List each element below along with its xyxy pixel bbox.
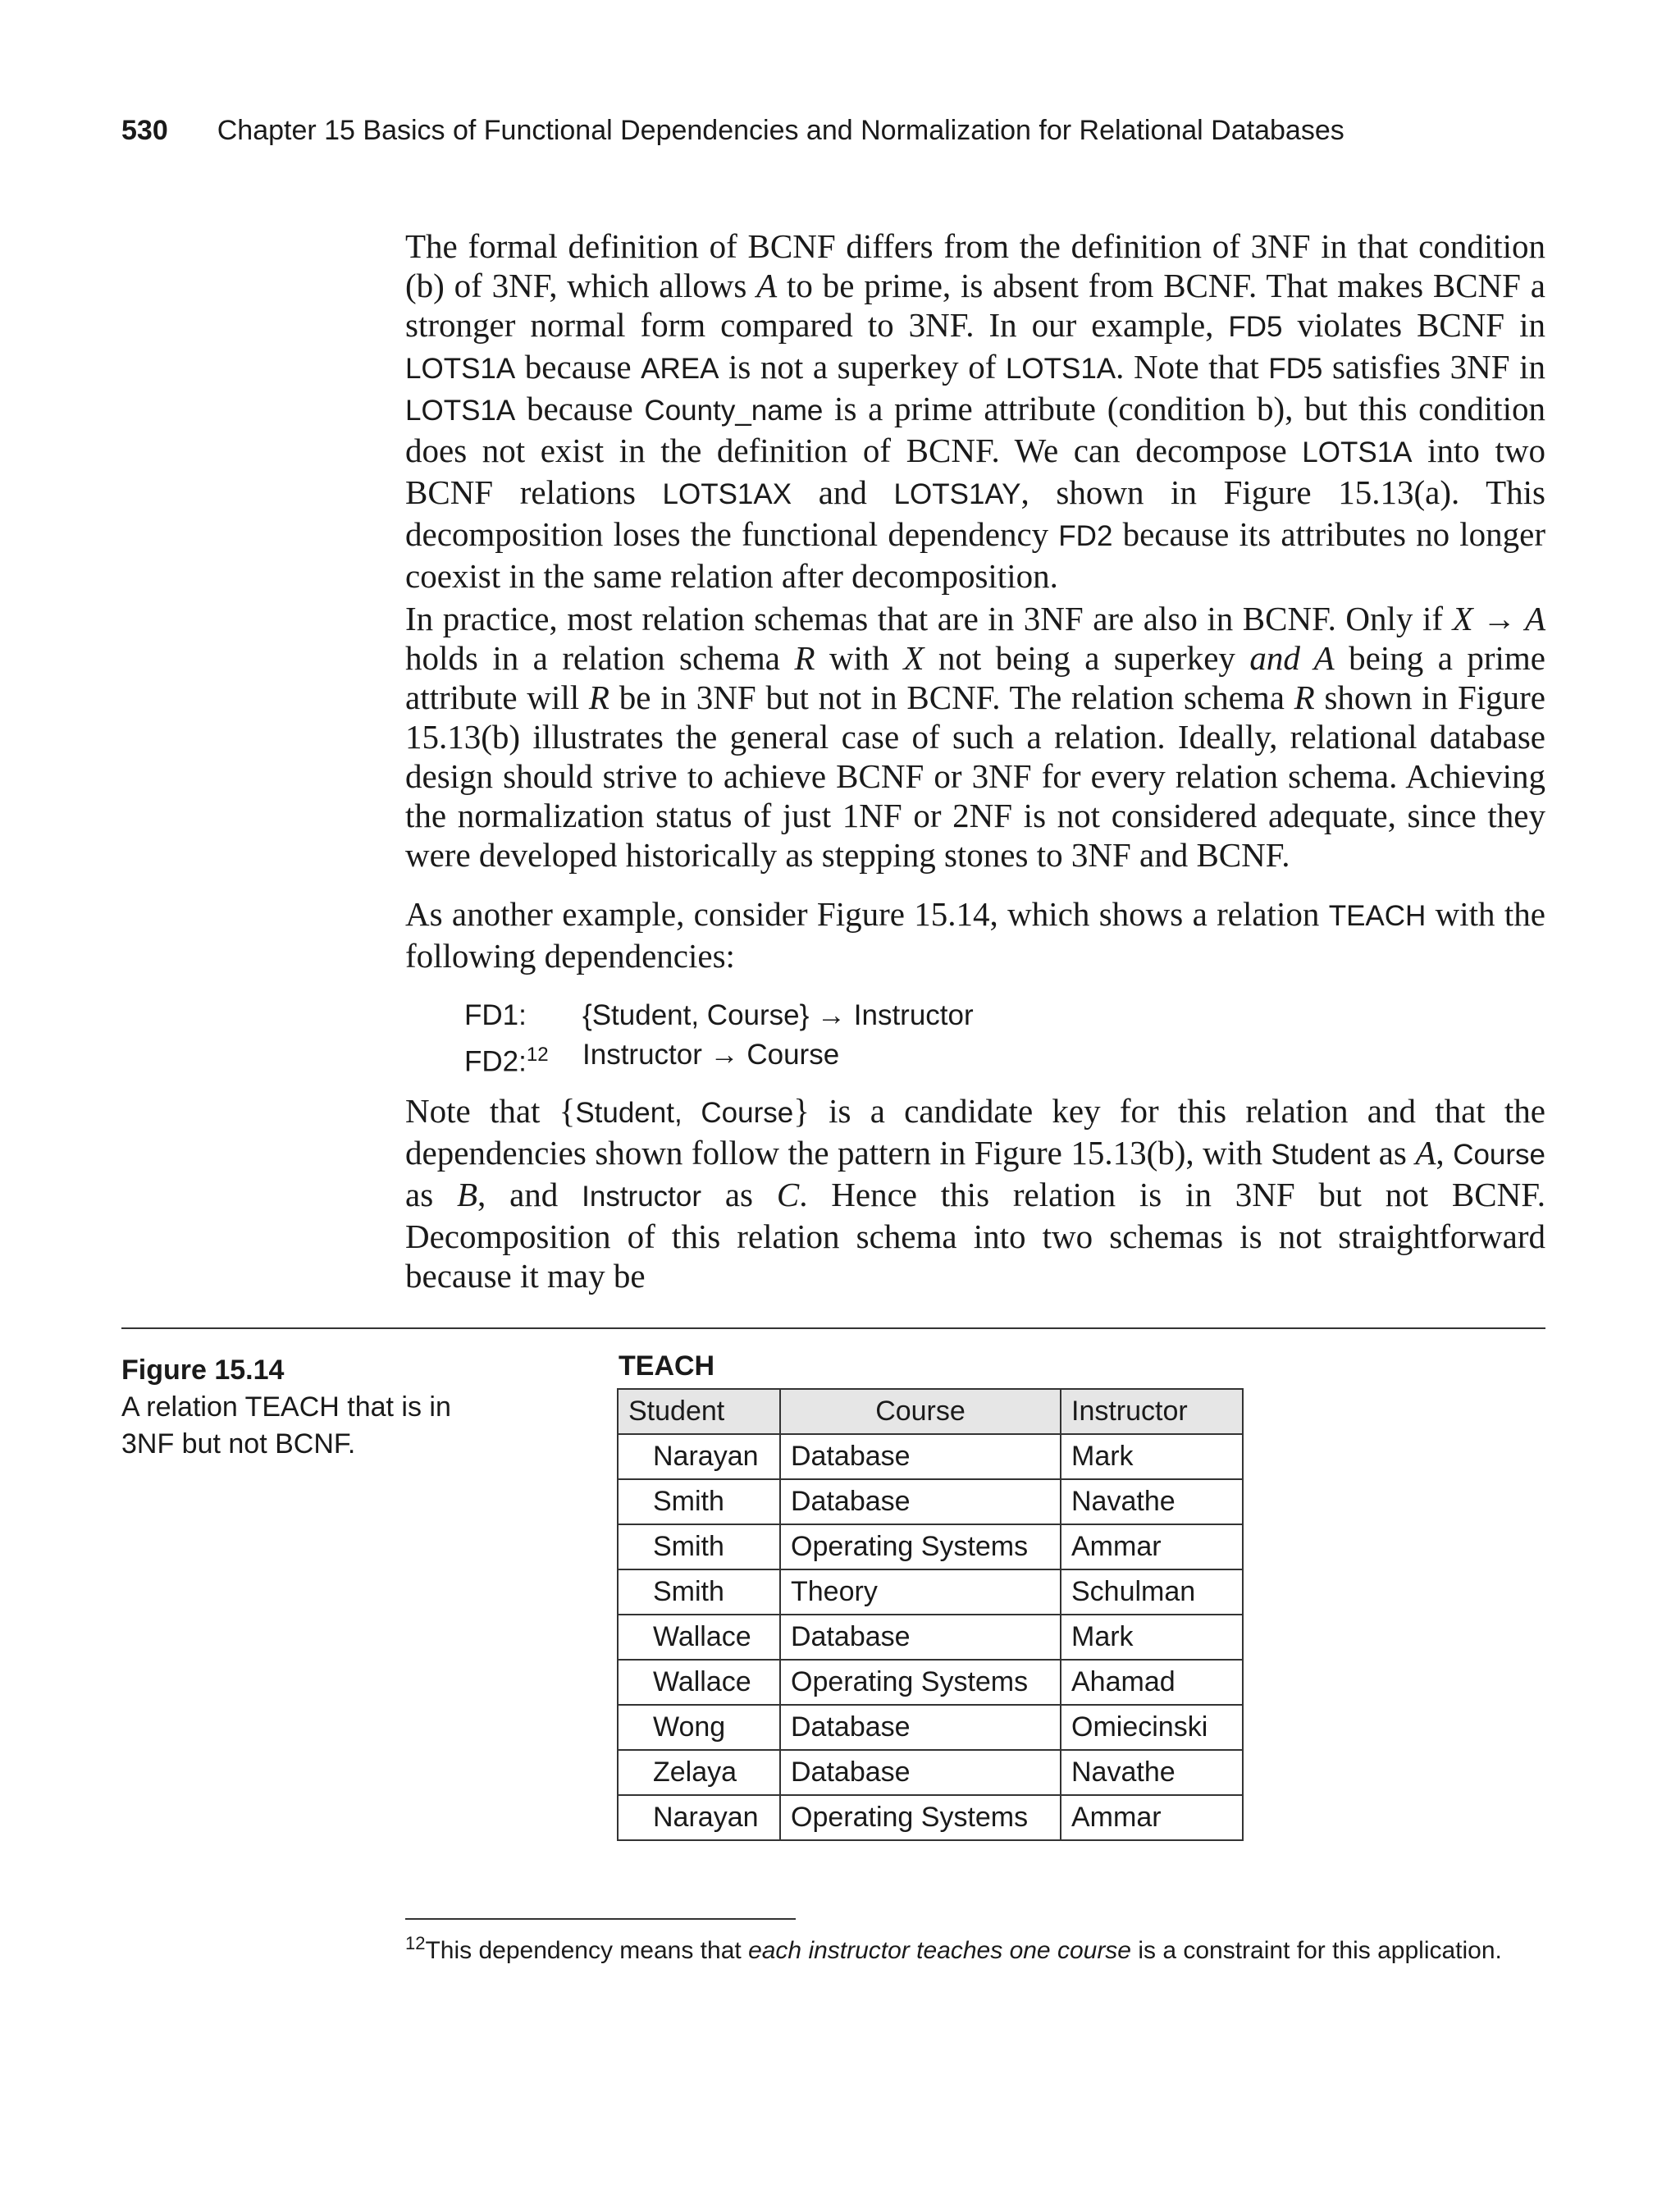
teach-table — [617, 1388, 1244, 1841]
cell-instructor: Ammar — [1061, 1795, 1243, 1840]
paragraph-bcnf-definition: The formal definition of BCNF differs from the definition of 3NF in that condition (b) of 3NF, which allows A to be prime, is absent from BCNF. That makes BCNF a stronger normal form compared to 3NF. In our example, FD5 violates BCNF in LOTS1A because AREA is not a superkey of LOTS1A. Note that FD5 satisfies 3NF in LOTS1A because County_name is a prime attribute (condition b), but this condition does not exist in the definition of BCNF. We can decompose LOTS1A into two BCNF relations LOTS1AX and LOTS1AY, shown in Figure 15.13(a). This decomposition loses the functional dependency FD2 because its attributes no longer coexist in the same relation after decomposition. — [405, 227, 1546, 595]
cell-instructor: Ahamad — [1061, 1660, 1243, 1705]
cell-instructor: Mark — [1061, 1434, 1243, 1479]
cell-student: Smith — [618, 1524, 780, 1569]
cell-student: Narayan — [618, 1795, 780, 1840]
table-row — [618, 1434, 1243, 1479]
table-row — [618, 1479, 1243, 1524]
running-title: Chapter 15 Basics of Functional Dependencies and Normalization for Relational Databases — [217, 115, 1344, 146]
table-row — [618, 1569, 1243, 1615]
table-row — [618, 1705, 1243, 1750]
cell-instructor: Ammar — [1061, 1524, 1243, 1569]
cell-student: Wallace — [618, 1615, 780, 1660]
table-row — [618, 1795, 1243, 1840]
column-header-instructor: Instructor — [1061, 1389, 1243, 1434]
cell-course: Operating Systems — [780, 1660, 1061, 1705]
cell-instructor: Navathe — [1061, 1750, 1243, 1795]
column-header-student: Student — [618, 1389, 780, 1434]
figure-description: A relation TEACH that is in 3NF but not BCNF. — [121, 1391, 451, 1460]
dependency-fd2: FD2:$^{12}$ Instructor → Course — [464, 1039, 840, 1078]
cell-student: Narayan — [618, 1434, 780, 1479]
dependency-fd1: FD1: {Student, Course} → Instructor — [464, 999, 974, 1031]
cell-instructor: Omiecinski — [1061, 1705, 1243, 1750]
cell-course: Operating Systems — [780, 1795, 1061, 1840]
cell-instructor: Navathe — [1061, 1479, 1243, 1524]
dependency-list — [464, 996, 974, 1082]
running-header — [121, 115, 1344, 147]
footnote-number: 12 — [405, 1933, 426, 1953]
paragraph-candidate-key: Note that {Student, Course} is a candidate key for this relation and that the dependencies shown follow the pattern in Figure 15.13(b), with Student as A, Course as B, and Instructor as C. Hence this relation is in 3NF but not BCNF. Decomposition of this relation schema into two schemas is not straightforward because it may be — [405, 1092, 1546, 1295]
cell-course: Theory — [780, 1569, 1061, 1615]
footnote-ref: 12 — [526, 1044, 549, 1066]
table-title: TEACH — [619, 1350, 715, 1382]
paragraph-practice: In practice, most relation schemas that are in 3NF are also in BCNF. Only if X → A holds in a relation schema R with X not being a superkey and A being a prime attribute will R be in 3NF but not in BCNF. The relation schema R shown in Figure 15.13(b) illustrates the general case of such a relation. Ideally, relational database design should strive to achieve BCNF or 3NF for every relation schema. Achieving the normalization status of just 1NF or 2NF is not considered adequate, since they were developed historically as stepping stones to 3NF and BCNF. — [405, 600, 1545, 874]
table-row — [618, 1750, 1243, 1795]
table-header-row — [618, 1389, 1243, 1434]
figure-divider — [121, 1327, 1545, 1329]
footnote-divider — [405, 1918, 796, 1920]
cell-course: Database — [780, 1479, 1061, 1524]
column-header-course: Course — [780, 1389, 1061, 1434]
cell-course: Database — [780, 1705, 1061, 1750]
footnote: $^{12}$This dependency means that each instructor teaches one course is a constraint for this application. — [405, 1933, 1502, 1964]
cell-instructor: Schulman — [1061, 1569, 1243, 1615]
cell-course: Database — [780, 1750, 1061, 1795]
cell-student: Zelaya — [618, 1750, 780, 1795]
cell-student: Smith — [618, 1479, 780, 1524]
figure-caption — [121, 1352, 515, 1463]
table-row — [618, 1524, 1243, 1569]
cell-student: Smith — [618, 1569, 780, 1615]
cell-instructor: Mark — [1061, 1615, 1243, 1660]
cell-course: Operating Systems — [780, 1524, 1061, 1569]
cell-student: Wallace — [618, 1660, 780, 1705]
cell-course: Database — [780, 1434, 1061, 1479]
page-number: 530 — [121, 115, 168, 146]
table-row — [618, 1660, 1243, 1705]
cell-course: Database — [780, 1615, 1061, 1660]
paragraph-another-example: As another example, consider Figure 15.14, which shows a relation TEACH with the following dependencies: — [405, 895, 1545, 975]
figure-label: Figure 15.14 — [121, 1355, 285, 1386]
cell-student: Wong — [618, 1705, 780, 1750]
table-row — [618, 1615, 1243, 1660]
